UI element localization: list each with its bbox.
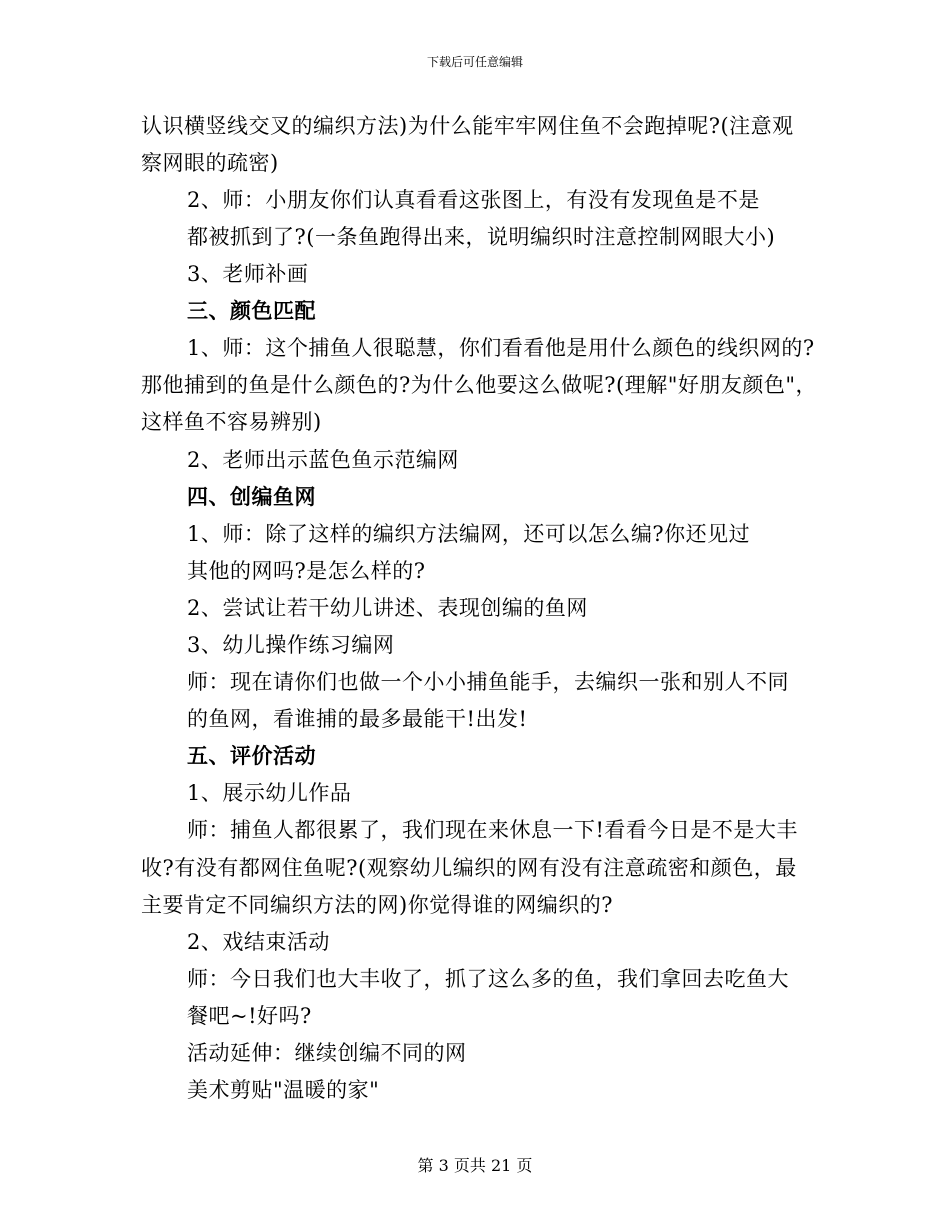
text-line: 3、老师补画 [187, 262, 309, 286]
section-heading: 三、颜色匹配 [187, 298, 316, 323]
text-line: 其他的网吗?是怎么样的? [187, 559, 426, 583]
section-heading: 四、创编鱼网 [187, 484, 316, 509]
text-line: 活动延伸：继续创编不同的网 [187, 1041, 467, 1065]
text-line: 1、师：除了这样的编织方法编网，还可以怎么编?你还见过 [187, 522, 751, 546]
text-line: 餐吧~!好吗? [187, 1004, 312, 1028]
text-line: 美术剪贴"温暖的家" [187, 1078, 380, 1102]
text-line: 2、尝试让若干幼儿讲述、表现创编的鱼网 [187, 596, 588, 620]
page-footer: 第 3 页共 21 页 [417, 1156, 533, 1175]
text-line: 认识横竖线交叉的编织方法)为什么能牢牢网住鱼不会跑掉呢?(注意观 [141, 114, 794, 138]
text-line: 师：现在请你们也做一个小小捕鱼能手，去编织一张和别人不同 [187, 670, 789, 694]
text-line: 那他捕到的鱼是什么颜色的?为什么他要这么做呢?(理解"好朋友颜色"， [141, 373, 818, 397]
text-line: 收?有没有都网住鱼呢?(观察幼儿编织的网有没有注意疏密和颜色，最 [141, 856, 797, 880]
text-line: 2、老师出示蓝色鱼示范编网 [187, 448, 459, 472]
text-line: 师：今日我们也大丰收了，抓了这么多的鱼，我们拿回去吃鱼大 [187, 967, 789, 991]
text-line: 师：捕鱼人都很累了，我们现在来休息一下!看看今日是不是大丰 [187, 818, 798, 842]
text-line: 1、师：这个捕鱼人很聪慧，你们看看他是用什么颜色的线织网的? [187, 336, 815, 360]
text-line: 1、展示幼儿作品 [187, 781, 352, 805]
text-line: 察网眼的疏密) [141, 151, 279, 175]
text-line: 3、幼儿操作练习编网 [187, 633, 395, 657]
text-line: 2、戏结束活动 [187, 930, 330, 954]
page-header: 下载后可任意编辑 [426, 55, 523, 69]
text-line: 的鱼网，看谁捕的最多最能干!出发! [187, 707, 528, 731]
section-heading: 五、评价活动 [187, 743, 316, 768]
text-line: 都被抓到了?(一条鱼跑得出来，说明编织时注意控制网眼大小) [187, 225, 776, 249]
text-line: 2、师：小朋友你们认真看看这张图上，有没有发现鱼是不是 [187, 188, 760, 212]
text-line: 主要肯定不同编织方法的网)你觉得谁的网编织的? [141, 893, 613, 917]
text-line: 这样鱼不容易辨别) [141, 410, 322, 434]
